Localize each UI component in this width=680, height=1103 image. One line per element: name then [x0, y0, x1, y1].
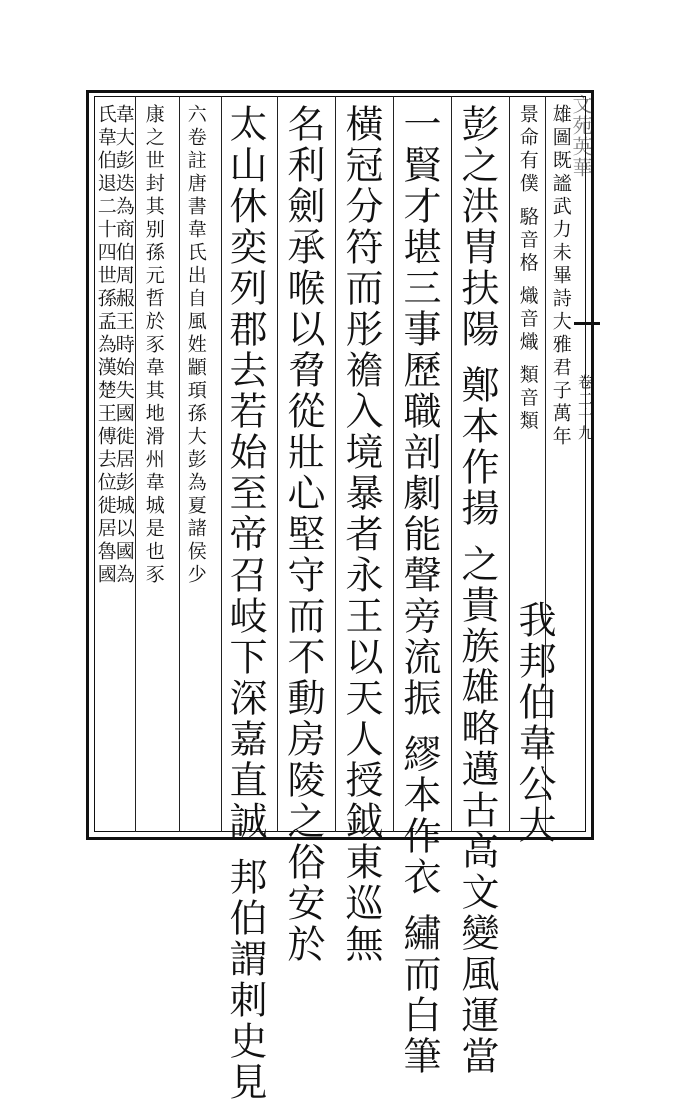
margin-title: 文苑英華	[569, 94, 593, 178]
text-column-12: 氏韋伯退二十四世孫孟為漢楚王傅去位徙居魯國	[94, 104, 117, 587]
text-column-5: 一賢才堪三事歷職剖劇能聲旁流振 繆本作衣 繡而白筆	[397, 104, 441, 1078]
column-rule	[277, 96, 278, 832]
volume-number: 卷二十九	[576, 374, 594, 442]
text-column-1: 雄圖既謐武力未畢詩大雅君子萬年	[549, 104, 572, 449]
column-rule	[335, 96, 336, 832]
text-column-10: 康之世封其别孫元哲於豕韋其地滑州韋城是也豕	[142, 104, 165, 587]
column-rule	[135, 96, 136, 832]
column-rule	[393, 96, 394, 832]
text-column-2: 景命有僕 駱音格 熾音熾 類音類	[516, 104, 539, 434]
text-column-6: 橫冠分符而彤襜入境暴者永王以天人授鉞東巡無	[339, 104, 383, 965]
text-column-9: 六卷註唐書韋氏出自風姓顓頊孫大彭為夏諸侯少	[184, 104, 207, 587]
text-column-11: 韋大彭迭為商伯周赧王時始失國徙居彭城以國為	[112, 104, 135, 587]
column-rule	[509, 96, 510, 832]
text-column-4: 彭之洪胄扶陽 鄭本作揚 之貴族雄略邁古高文變風運當	[455, 104, 499, 1078]
text-column-3: 我邦伯韋公大	[512, 600, 556, 846]
column-rule	[451, 96, 452, 832]
column-rule	[179, 96, 180, 832]
column-rule	[221, 96, 222, 832]
text-column-7: 名利劍承喉以脅從壯心堅守而不動房陵之俗安於	[281, 104, 325, 965]
text-column-8: 太山休奕列郡去若始至帝召岐下深嘉直誠 邦伯謂刺史見	[223, 104, 267, 1103]
